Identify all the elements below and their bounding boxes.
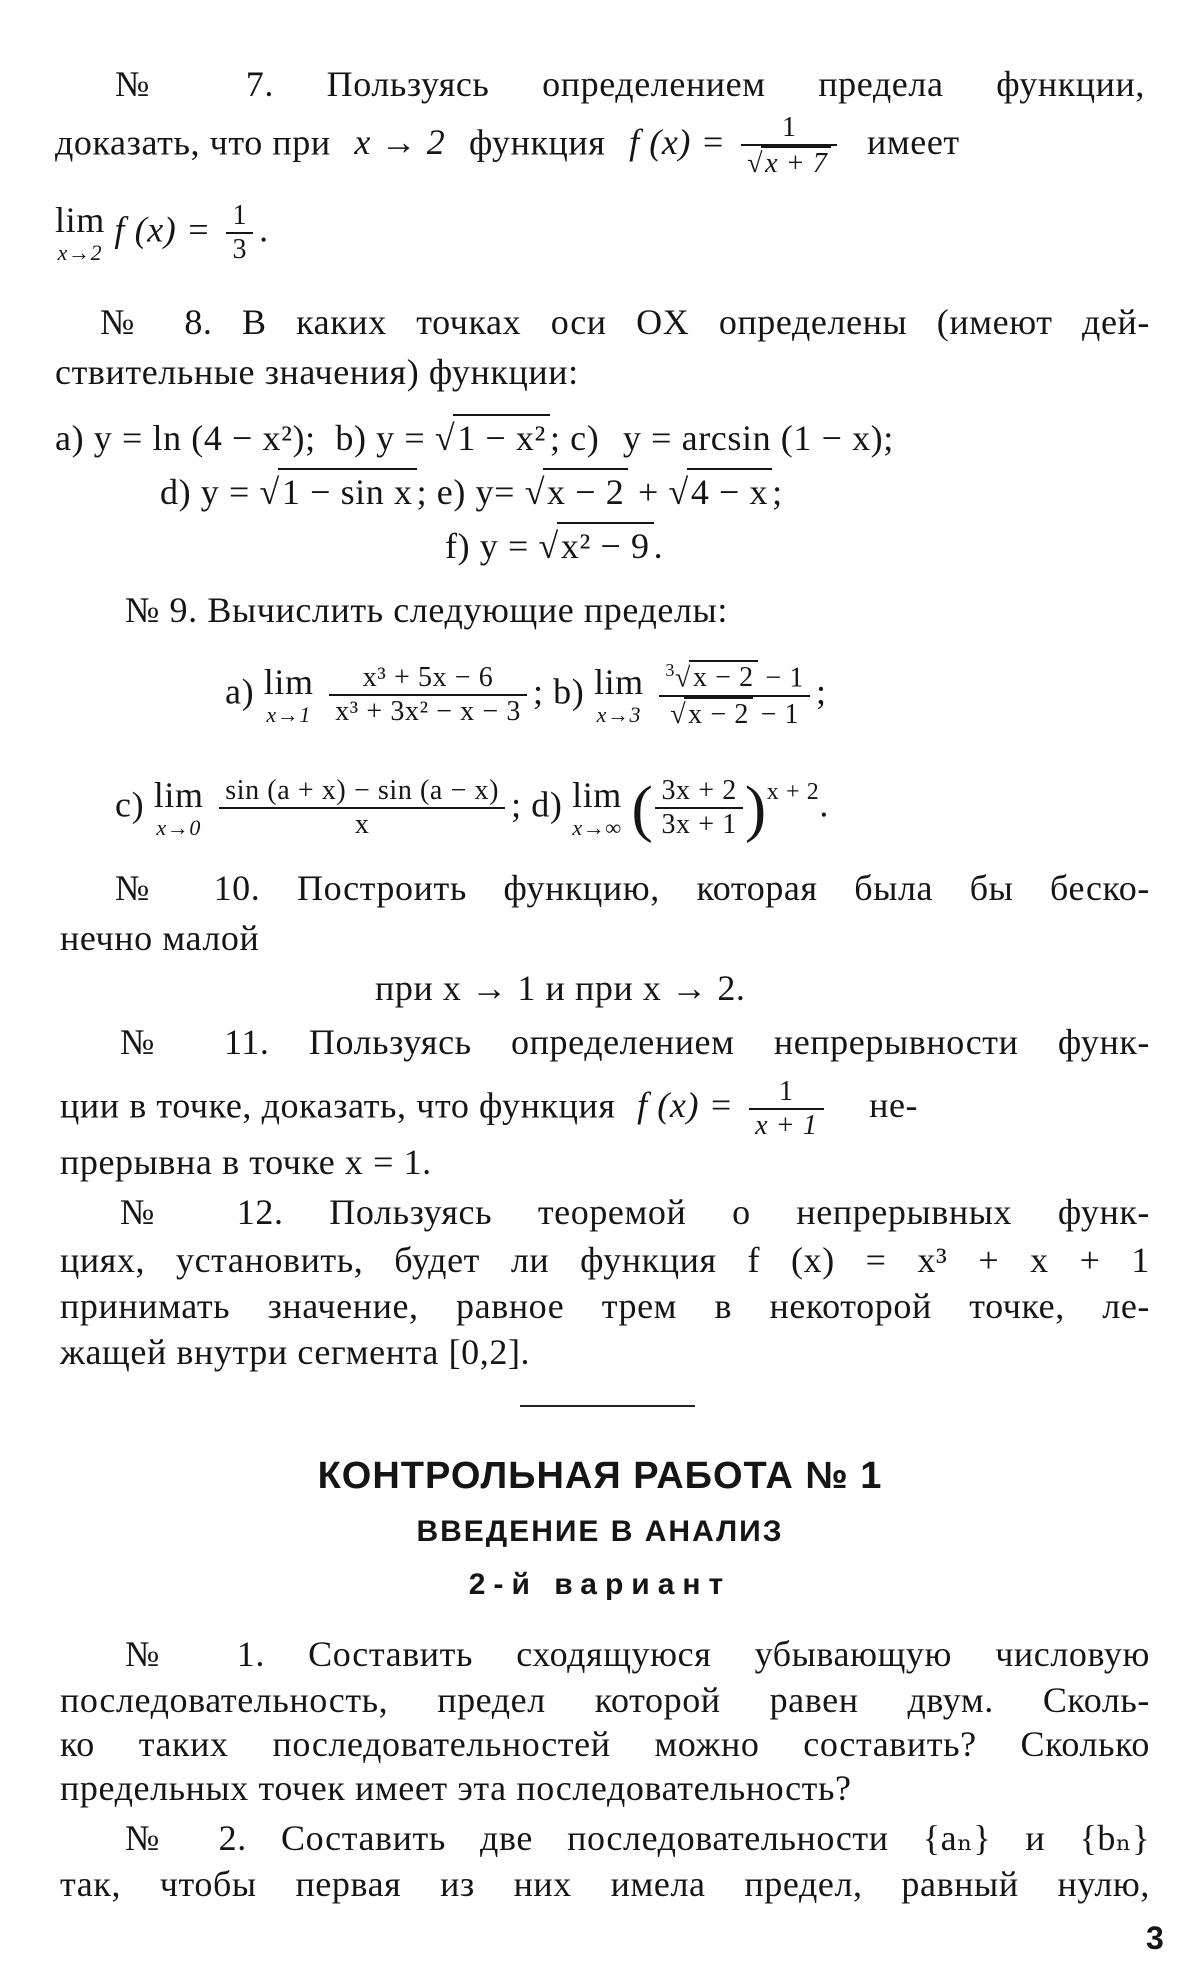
p9-d-label: ; d) xyxy=(511,784,563,825)
p7-fx: f (x) = xyxy=(629,122,726,163)
p12-line4: жащей внутри сегмента [0,2]. xyxy=(60,1332,531,1372)
p9-a-lim: lim x→1 xyxy=(263,662,314,728)
p9-row-cd: c) lim x→0 $\frac{\sin (a + x) - \sin (a - x)}{x}$ ; d) lim x→∞ ( $\frac{3x + 2}{3x + 1}$ )$^{x + 2}$. xyxy=(115,772,829,844)
page-number: 3 xyxy=(1146,1920,1164,1956)
p7-lim: lim x→2 xyxy=(55,200,105,266)
p7-text-a: доказать, что при xyxy=(55,122,331,163)
p12-line3: принимать значение, равное трем в некоторой точке, ле- xyxy=(60,1286,1150,1326)
p9-c-lim: lim x→0 xyxy=(153,775,204,841)
q1-line3: ко таких последовательностей можно составить? Сколько xyxy=(60,1724,1150,1764)
p9-line1: № 9. Вычислить следующие пределы: xyxy=(125,590,728,630)
p9-b-lim: lim x→3 xyxy=(593,662,644,728)
p8-line2: ствительные значения) функции: xyxy=(55,352,579,392)
q1-line2: последовательность, предел которой равен двум. Сколь- xyxy=(60,1680,1150,1720)
p7-line3: lim x→2 f (x) = $\frac{1}{3}$ . xyxy=(55,200,269,266)
p8-sqrt-b: √1 − x² xyxy=(435,418,550,458)
q1-line1: № 1. Составить сходящуюся убывающую числовую xyxy=(125,1634,1150,1674)
p7-third: $\frac{1}{3}$ xyxy=(226,200,253,266)
p9-c-label: c) xyxy=(115,784,145,825)
p9-b-label: ; b) xyxy=(532,671,585,712)
p9-row-ab: a) lim x→1 $\frac{\text{x³ + 5x − 6}}{\text{x³ + 3x² − x − 3}}$ ; b) lim x→3 $\frac{^3√x - 2 - 1}{√x - 2 - 1}$ ; xyxy=(225,660,827,730)
p10-line3: при x → 1 и при x → 2. xyxy=(375,968,746,1008)
test-subtitle: ВВЕДЕНИЕ В АНАЛИЗ xyxy=(416,1515,784,1548)
p12-line1: № 12. Пользуясь теоремой о непрерывных функ- xyxy=(120,1192,1150,1232)
q2-line1: № 2. Составить две последовательности {aₙ} и {bₙ} xyxy=(125,1818,1150,1858)
p9-d-fraction: $\frac{3x + 2}{3x + 1}$ xyxy=(655,775,742,841)
p9-a-label: a) xyxy=(225,671,255,712)
p8-line1: № 8. В каких точках оси OX определены (имеют дей- xyxy=(100,302,1150,342)
p7-limit-fx: f (x) = xyxy=(114,209,211,250)
p9-d-lim: lim x→∞ xyxy=(572,775,622,841)
p8-sqrt-e2: √4 − x xyxy=(668,472,772,512)
p11-line3: прерывна в точке x = 1. xyxy=(60,1142,432,1182)
p9-b-fraction: $\frac{^3√x - 2 - 1}{√x - 2 - 1}$ xyxy=(659,660,810,731)
p8-sqrt-d: √1 − sin x xyxy=(260,472,417,512)
test-variant: 2-й вариант xyxy=(468,1568,732,1601)
p9-c-fraction: $\frac{\sin (a + x) - \sin (a - x)}{x}$ xyxy=(219,775,505,841)
p10-line2: нечно малой xyxy=(60,918,260,958)
p11-fraction: $\frac{1}{x + 1}$ xyxy=(749,1076,823,1142)
p12-line2: циях, установить, будет ли функция f (x) = x³ + x + 1 xyxy=(60,1240,1150,1280)
test-title: КОНТРОЛЬНАЯ РАБОТА № 1 xyxy=(317,1455,883,1497)
p8-func-f-label: f) y = xyxy=(445,526,529,566)
p11-line1: № 11. Пользуясь определением непрерывности функ- xyxy=(120,1022,1150,1062)
p7-x-to-2: x → 2 xyxy=(354,122,446,163)
p7-lim-sub: x→2 xyxy=(57,240,103,266)
p8-sqrt-e1: √x − 2 xyxy=(525,472,629,512)
p8-line5: f) y = √x² − 9 . xyxy=(445,522,663,568)
p8-line3: a) y = ln (4 − x²); b) y = √1 − x² ; c) y = arcsin (1 − x); xyxy=(55,414,894,460)
p7-frac-den: x + 7 xyxy=(761,146,831,180)
p7-line2 xyxy=(55,112,960,180)
section-divider xyxy=(520,1405,695,1407)
p8-func-c: y = arcsin (1 − x); xyxy=(622,418,894,458)
p10-line1: № 10. Построить функцию, которая была бы беско- xyxy=(115,868,1150,908)
p8-func-d-label: d) y = xyxy=(160,472,250,512)
p7-line1: № 7. Пользуясь определением предела функции, xyxy=(115,64,1145,104)
p8-sqrt-f: √x² − 9 xyxy=(539,526,654,566)
q2-line2: так, чтобы первая из них имела предел, равный нулю, xyxy=(60,1864,1150,1904)
p7-text-d: имеет xyxy=(867,122,960,163)
q1-line4: предельных точек имеет эта последовательность? xyxy=(60,1768,852,1808)
p8-func-a: a) y = ln (4 − x²); xyxy=(55,418,316,458)
p8-func-b-label: b) y = xyxy=(335,418,426,458)
p7-frac-num: 1 xyxy=(741,112,837,146)
p11-line2: ции в точке, доказать, что функция f (x) = $\frac{1}{x + 1}$ не- xyxy=(60,1076,919,1142)
p8-line4: d) y = √1 − sin x ; e) y= √x − 2 + √4 − x ; xyxy=(160,468,783,514)
p7-fraction xyxy=(741,112,837,180)
p11-fx: f (x) = xyxy=(637,1085,734,1126)
p9-a-fraction: $\frac{\text{x³ + 5x − 6}}{\text{x³ + 3x² − x − 3}}$ xyxy=(329,662,527,728)
p9-d-exponent: x + 2 xyxy=(766,779,820,805)
p7-sqrt-sign: √ xyxy=(747,148,764,180)
p7-text-c: функция xyxy=(468,122,606,163)
